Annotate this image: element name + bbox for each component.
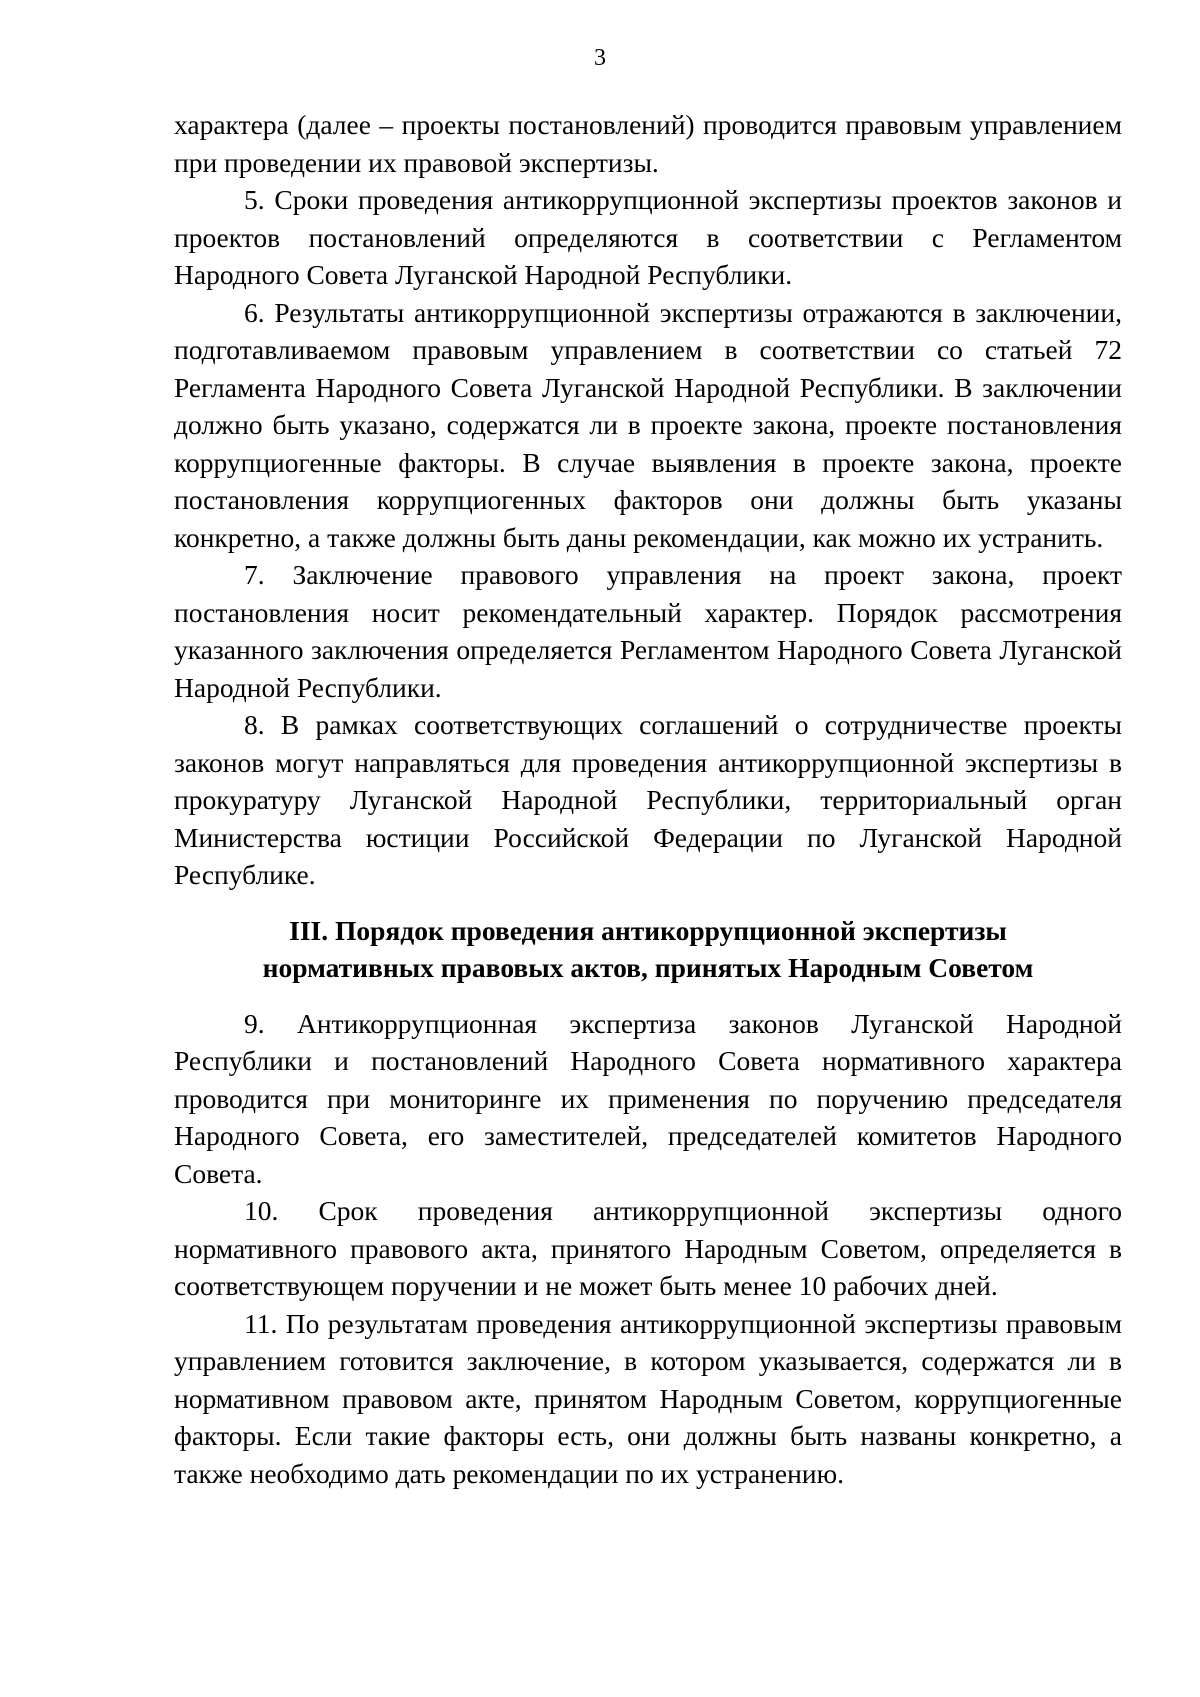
paragraph-5: 5. Сроки проведения антикоррупционной экспертизы проектов законов и проектов постановлений определяются в соответствии с Регламентом Народного Совета Луганской Народной Республики. — [174, 184, 1122, 290]
document-body — [174, 106, 1122, 1492]
paragraph-continuation: характера (далее – проекты постановлений) проводится правовым управлением при проведении их правовой экспертизы. — [174, 109, 1122, 178]
section-heading — [174, 912, 1122, 987]
paragraph-11: 11. По результатам проведения антикоррупционной экспертизы правовым управлением готовится заключение, в котором указывается, содержатся ли в нормативном правовом акте, принятом Народным Советом, коррупциогенные факторы. Если такие факторы есть, они должны быть названы конкретно, а также необходимо дать рекомендации по их устранению. — [174, 1307, 1122, 1489]
page-number: 3 — [594, 45, 606, 71]
section-heading-line-1: III. Порядок проведения антикоррупционной экспертизы — [289, 914, 1007, 946]
section-heading-line-2: нормативных правовых актов, принятых Народным Советом — [262, 952, 1034, 983]
paragraph-9: 9. Антикоррупционная экспертиза законов Луганской Народной Республики и постановлений Народного Совета нормативного характера проводится при мониторинге их применения по поручению председателя Народного Совета, его заместителей, председателей комитетов Народного Совета. — [174, 1007, 1122, 1189]
paragraph-7: 7. Заключение правового управления на проект закона, проект постановления носит рекомендательный характер. Порядок рассмотрения указанного заключения определяется Регламентом Народного Совета Луганской Народной Республики. — [174, 559, 1122, 703]
paragraph-10: 10. Срок проведения антикоррупционной экспертизы одного нормативного правового акта, принятого Народным Советом, определяется в соответствующем поручении и не может быть менее 10 рабочих дней. — [174, 1195, 1122, 1301]
paragraph-6: 6. Результаты антикоррупционной экспертизы отражаются в заключении, подготавливаемом правовым управлением в соответствии со статьей 72 Регламента Народного Совета Луганской Народной Республики. В заключении должно быть указано, содержатся ли в проекте закона, проекте постановления коррупциогенные факторы. В случае выявления в проекте закона, проекте постановления коррупциогенных факторов они должны быть указаны конкретно, а также должны быть даны рекомендации, как можно их устранить. — [174, 296, 1122, 553]
paragraph-8: 8. В рамках соответствующих соглашений о сотрудничестве проекты законов могут направляться для проведения антикоррупционной экспертизы в прокуратуру Луганской Народной Республики, территориальный орган Министерства юстиции Российской Федерации по Луганской Народной Республике. — [174, 709, 1122, 890]
